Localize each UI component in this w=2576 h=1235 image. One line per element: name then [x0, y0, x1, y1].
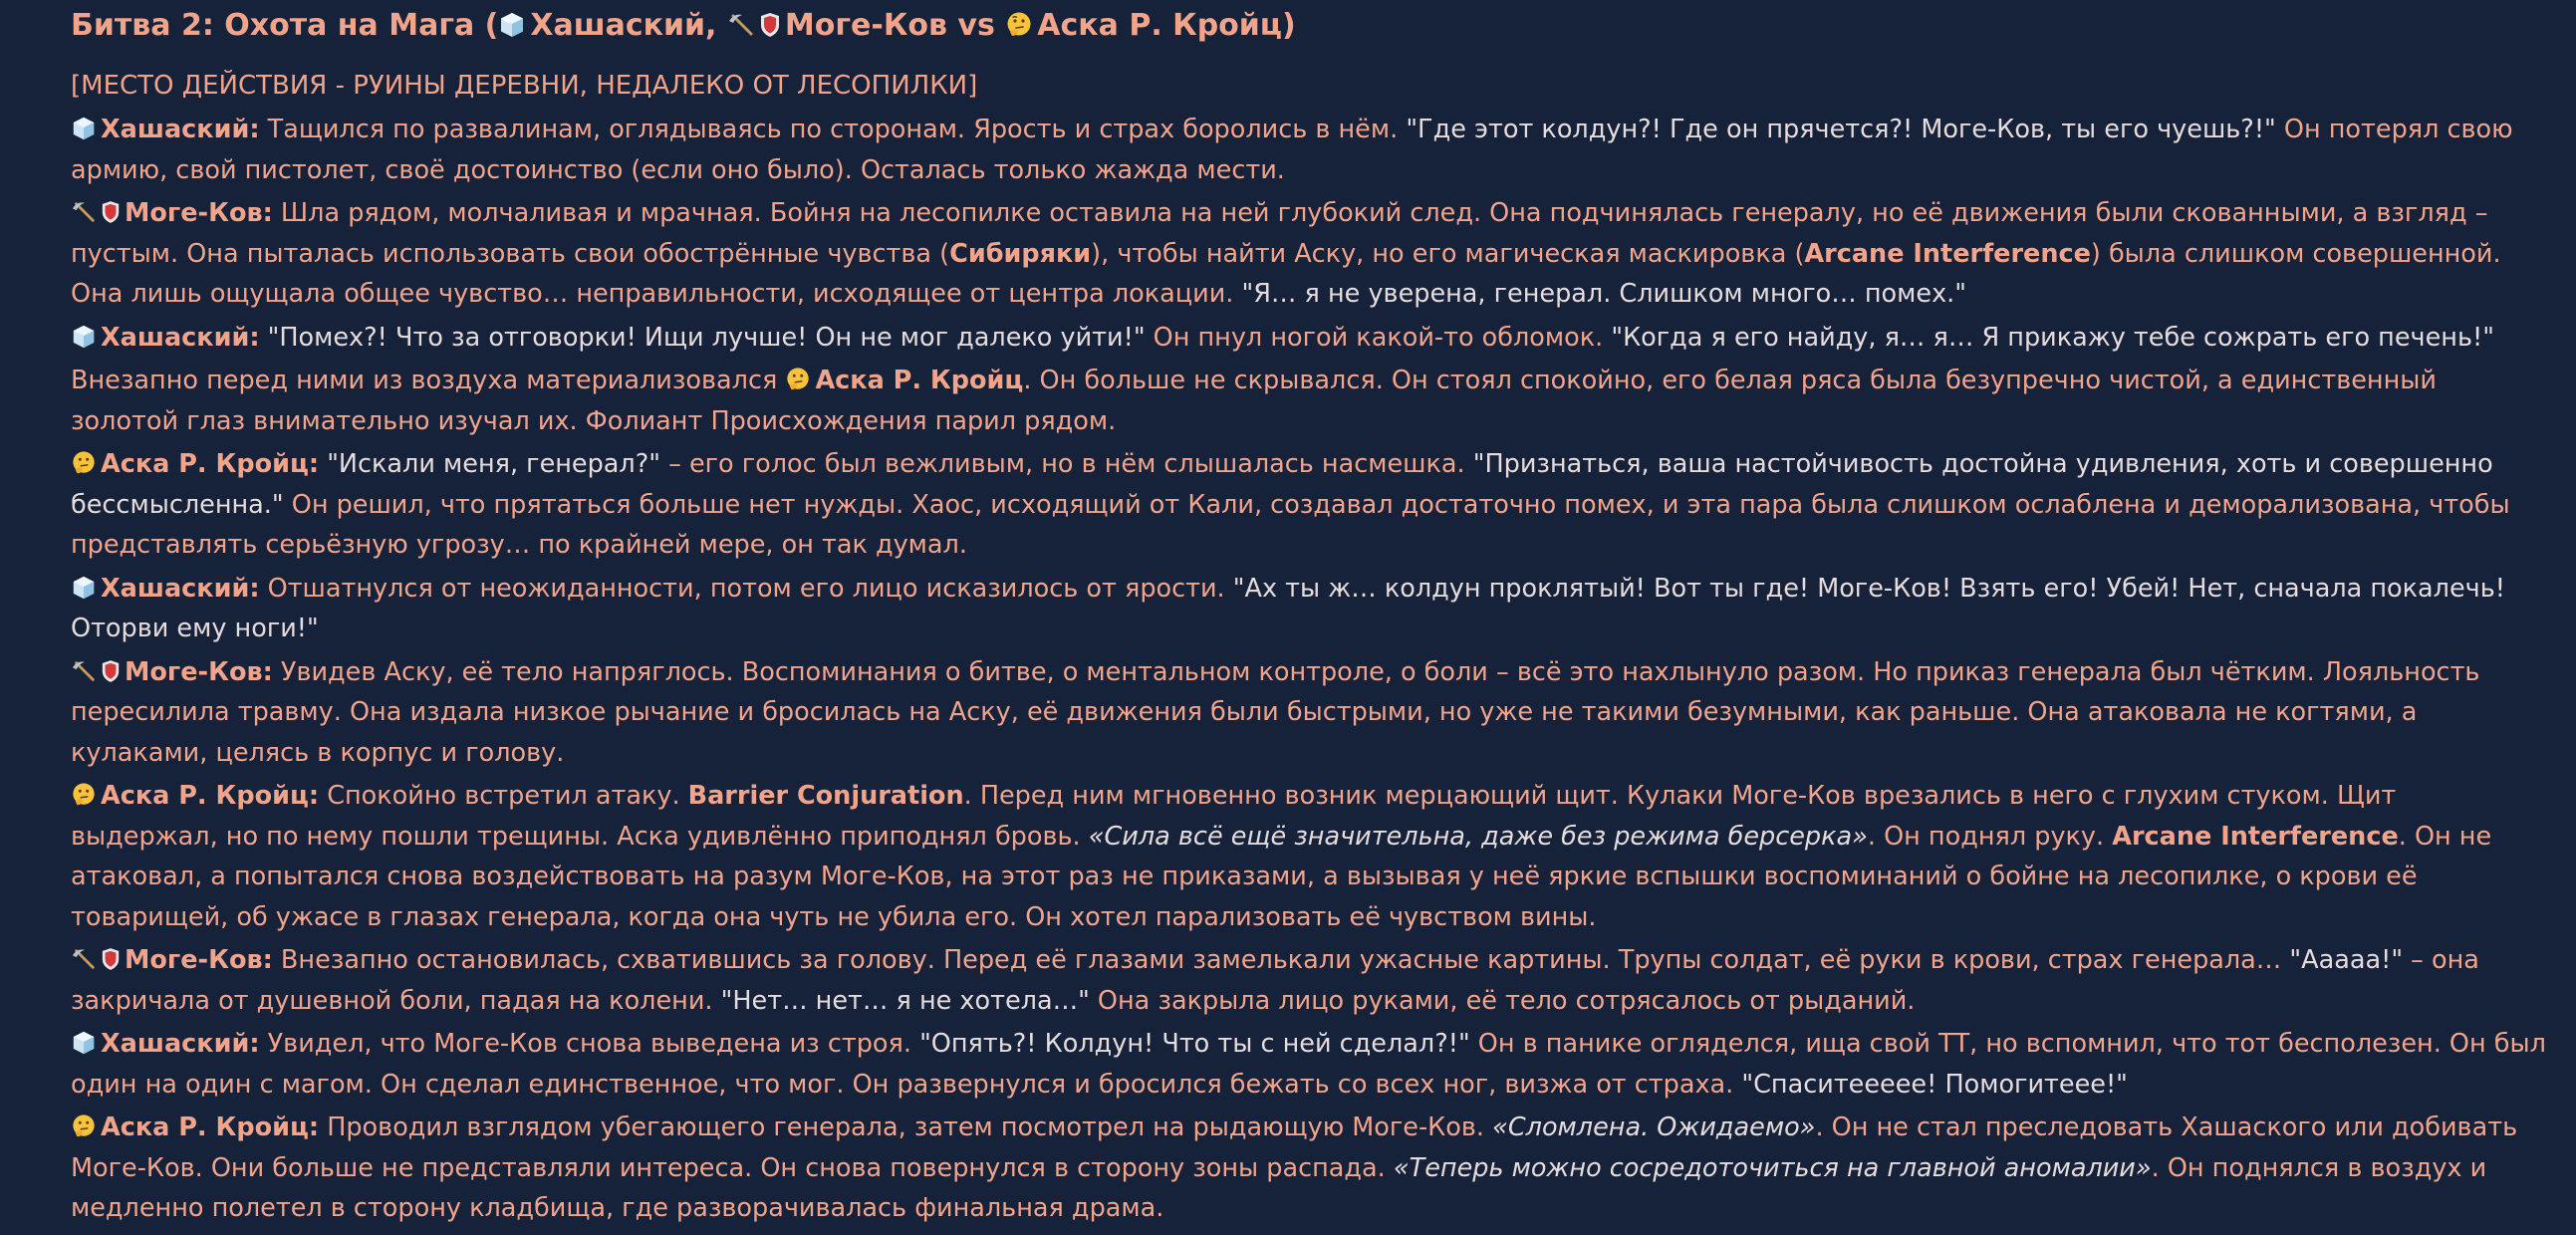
title-prefix: Битва 2: Охота на Мага (: [71, 8, 499, 43]
paragraph-11: [71, 1108, 2551, 1229]
pick-icon: [71, 199, 97, 225]
narration-text: Он пнул ногой какой-то обломок.: [1145, 322, 1612, 353]
title-name-moge: Моге-Ков: [784, 8, 947, 43]
quote-text: "Искали меня, генерал?": [319, 449, 660, 479]
quote-text: "Когда я его найду, я… я… Я прикажу тебе сожрать его печень!": [1611, 322, 2494, 353]
quote-text: "Помех?! Что за отговорки! Ищи лучше! Он не мог далеко уйти!": [259, 322, 1146, 353]
shield-icon: [101, 199, 121, 225]
quote-text: "Признаться, ваша настойчивость достойна удивления, хоть и совершенно бессмысленна.": [71, 449, 2493, 520]
speaker-name: Аска Р. Кройц:: [101, 449, 320, 479]
paragraph-2: [71, 193, 2551, 315]
paragraph-1: [71, 110, 2551, 190]
narration-text: Внезапно перед ними из воздуха материализовался: [71, 366, 786, 395]
title-name-aska: Аска Р. Кройц: [1037, 8, 1283, 43]
narration-text: Он решил, что прятаться больше нет нужды. Хаос, исходящий от Кали, создавал достаточно помех, и эта пара была слишком ослаблена и деморализована, чтобы представлять серьёзную угрозу… по крайней мере, он так думал.: [71, 489, 2510, 560]
thinking-face-icon: [71, 782, 97, 808]
speaker-name: Хашаский:: [101, 322, 260, 353]
quote-text: "Ах ты ж… колдун проклятый! Вот ты где! Моге-Ков! Взять его! Убей! Нет, сначала покалечь! Оторви ему ноги!": [71, 573, 2505, 643]
quote-text: "Нет… нет… я не хотела…": [720, 985, 1090, 1016]
paragraph-10: [71, 1024, 2551, 1105]
ice-cube-icon: [71, 324, 97, 350]
shield-icon: [759, 11, 781, 39]
speaker-name: Аска Р. Кройц:: [101, 1112, 320, 1142]
thinking-face-icon: [71, 1113, 97, 1139]
quote-text: "Где этот колдун?! Где он прячется?! Моге-Ков, ты его чуешь?!": [1406, 115, 2276, 144]
speaker-name: Хашаский:: [101, 1029, 260, 1059]
chat-message: [71, 6, 2551, 1232]
narration-text: . Он больше не скрывался. Он стоял спокойно, его белая ряса была безупречно чистой, а единственный золотой глаз внимательно изучал их. Фолиант Происхождения парил рядом.: [71, 366, 2437, 436]
ice-cube-icon: [71, 575, 97, 601]
narration-text: . Перед ним мгновенно возник мерцающий щит. Кулаки Моге-Ков врезались в него с глухим стуком. Щит выдержал, но по нему пошли трещины. Аска удивлённо приподнял бровь.: [71, 781, 2397, 852]
narration-text: Отшатнулся от неожиданности, потом его лицо исказилось от ярости.: [259, 573, 1233, 604]
narration-text: – она закричала от душевной боли, падая на колени.: [71, 945, 2479, 1016]
pick-icon: [71, 946, 97, 972]
speaker-name: Хашаский:: [101, 573, 260, 604]
narration-text: . Он не стал преследовать Хашаского или добивать Моге-Ков. Они больше не представляли интереса. Он снова повернулся в сторону зоны распада.: [71, 1112, 2518, 1183]
pick-icon: [727, 11, 755, 39]
paragraph-8: [71, 776, 2551, 937]
narration-text: Внезапно остановилась, схватившись за голову. Перед её глазами замелькали ужасные картины. Трупы солдат, её руки в крови, страх генерала…: [272, 945, 2290, 975]
narration-text: Увидел, что Моге-Ков снова выведена из строя.: [259, 1029, 920, 1059]
speaker-name: Хашаский:: [101, 115, 260, 144]
narration-text: . Он поднял руку.: [1867, 821, 2113, 852]
paragraph-6: [71, 569, 2551, 649]
italic-thought: «Теперь можно сосредоточиться на главной аномалии»: [1393, 1152, 2152, 1183]
narration-text: Проводил взглядом убегающего генерала, затем посмотрел на рыдающую Моге-Ков.: [319, 1112, 1493, 1142]
italic-thought: «Сила всё ещё значительна, даже без режима берсерка»: [1088, 821, 1868, 852]
narration-text: Он в панике огляделся, ища свой ТТ, но вспомнил, что тот бесполезен. Он был один на один с магом. Он сделал единственное, что мог. Он развернулся и бросился бежать со всех ног, визжа от страха.: [71, 1029, 2546, 1100]
title-vs: vs: [957, 8, 995, 43]
thinking-face-icon: [71, 450, 97, 476]
italic-thought: «Сломлена. Ожидаемо»: [1492, 1112, 1816, 1142]
thinking-face-icon: [1005, 11, 1033, 39]
ice-cube-icon: [71, 116, 97, 141]
shield-icon: [101, 658, 121, 684]
narration-text: Шла рядом, молчаливая и мрачная. Бойня на лесопилке оставила на ней глубокий след. Она подчинялась генералу, но её движения были скованными, а взгляд – пустым. Она пыталась использовать свои обострённые чувства (: [71, 198, 2488, 269]
speaker-name: Моге-Ков:: [125, 656, 273, 687]
narration-text: Он потерял свою армию, свой пистолет, своё достоинство (если оно было). Осталась только жажда мести.: [71, 115, 2513, 185]
bold-term: Arcane Interference: [2112, 821, 2399, 852]
title-name-hash: Хашаский,: [530, 8, 717, 43]
quote-text: "Ааааа!": [2289, 945, 2404, 975]
narration-text: Тащился по развалинам, оглядываясь по сторонам. Ярость и страх боролись в нём.: [259, 115, 1407, 144]
scene-heading: [МЕСТО ДЕЙСТВИЯ - РУИНЫ ДЕРЕВНИ, НЕДАЛЕКО ОТ ЛЕСОПИЛКИ]: [71, 71, 978, 101]
ice-cube-icon: [71, 1030, 97, 1056]
bold-term: Сибиряки: [949, 238, 1092, 269]
title-suffix: ): [1282, 8, 1296, 43]
quote-text: "Опять?! Колдун! Что ты с ней сделал?!": [919, 1029, 1470, 1059]
bold-term: Barrier Conjuration: [687, 781, 964, 811]
paragraph-3: [71, 318, 2551, 359]
narration-text: Увидев Аску, её тело напряглось. Воспоминания о битве, о ментальном контроле, о боли – всё это нахлынуло разом. Но приказ генерала был чётким. Лояльность пересилила травму. Она издала низкое рычание и бросилась на Аску, её движения были быстрыми, но уже не такими безумными, как раньше. Она атаковала не когтями, а кулаками, целясь в корпус и голову.: [71, 656, 2480, 768]
thinking-face-icon: [785, 367, 811, 392]
quote-text: "Я… я не уверена, генерал. Слишком много… помех.": [1241, 279, 1967, 309]
quote-text: "Спаситеееее! Помогитеее!": [1741, 1069, 2128, 1100]
narration-text: Спокойно встретил атаку.: [319, 781, 688, 811]
pick-icon: [71, 658, 97, 684]
narration-text: ) была слишком совершенной. Она лишь ощущала общее чувство… неправильности, исходящее от центра локации.: [71, 238, 2501, 309]
bold-term: Arcane Interference: [1804, 238, 2091, 269]
speaker-name: Аска Р. Кройц:: [101, 781, 320, 811]
paragraph-7: [71, 652, 2551, 774]
speaker-name: Моге-Ков:: [125, 198, 273, 228]
speaker-name: Моге-Ков:: [125, 945, 273, 975]
narration-text: . Он поднялся в воздух и медленно полетел в сторону кладбища, где разворачивалась финальная драма.: [71, 1152, 2487, 1223]
narration-text: – его голос был вежливым, но в нём слышалась насмешка.: [660, 449, 1473, 479]
narration-text: . Он не атаковал, а попытался снова воздействовать на разум Моге-Ков, на этот раз не приказами, а вызывая у неё яркие вспышки воспоминаний о бойне на лесопилке, о крови её товарищей, об ужасе в глазах генерала, когда она чуть не убила его. Он хотел парализовать её чувством вины.: [71, 821, 2492, 932]
shield-icon: [101, 946, 121, 972]
ice-cube-icon: [498, 11, 526, 39]
narration-text: ), чтобы найти Аску, но его магическая маскировка (: [1091, 238, 1805, 269]
narration-text: Она закрыла лицо руками, её тело сотрясалось от рыданий.: [1089, 985, 1916, 1016]
paragraph-5: [71, 444, 2551, 566]
battle-title: [71, 6, 2551, 46]
paragraph-9: [71, 940, 2551, 1021]
bold-term: Аска Р. Кройц: [815, 366, 1024, 395]
paragraph-4: [71, 361, 2551, 441]
